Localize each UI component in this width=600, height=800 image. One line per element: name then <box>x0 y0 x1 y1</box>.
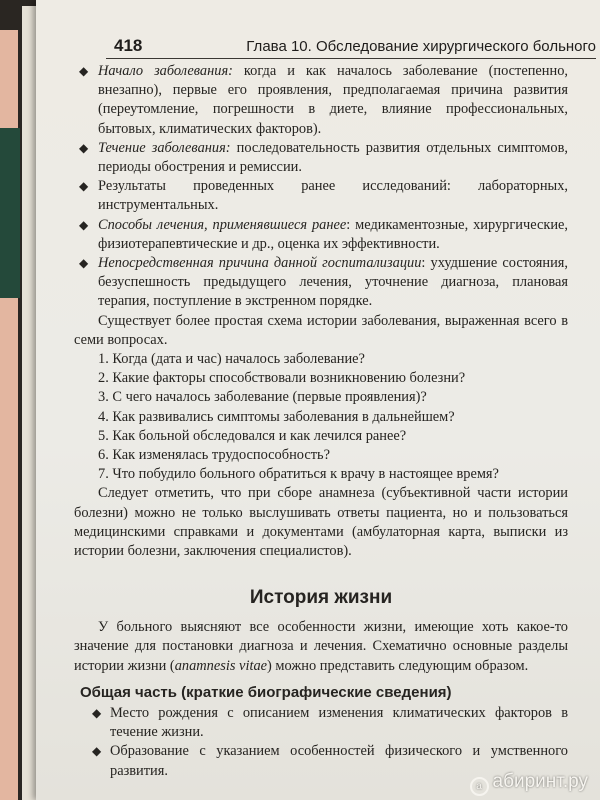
latin-term: anamnesis vitae <box>174 657 268 674</box>
question-item: 1. Когда (дата и час) началось заболевание? <box>98 351 365 368</box>
question-item: 3. С чего началось заболевание (первые проявления)? <box>98 389 427 406</box>
diamond-bullet-icon: ◆ <box>79 217 89 232</box>
bullet-term: Начало заболевания: <box>98 63 233 79</box>
page-number: 418 <box>114 36 143 55</box>
section-paragraph <box>74 618 568 676</box>
bullet-text: : ухудшение состояния, безуспешность предыдущего лечения, уточнение диагноза, плановая терапия, поступление в экстренном порядке. <box>98 255 568 310</box>
watermark-logo-icon: а <box>470 777 489 796</box>
section-heading: История жизни <box>249 587 393 609</box>
bullet-item <box>74 216 568 254</box>
list-item-text: Образование с указанием особенностей физического и умственного развития. <box>110 743 568 779</box>
bullet-item <box>74 177 568 215</box>
paragraph-part: ) можно представить следующим образом. <box>267 657 529 674</box>
bullet-text: Результаты проведенных ранее исследований: лабораторных, инструментальных. <box>98 178 568 214</box>
subsection-heading: Общая часть (краткие биографические сведения) <box>80 683 452 701</box>
diamond-bullet-icon: ◆ <box>79 140 89 155</box>
paragraph-part: У больного выясняют все особенности жизни, имеющие хоть какое-то значение для постановки диагноза и лечения. Схематично основные разделы истории жизни ( <box>74 619 568 674</box>
diamond-bullet-icon: ◆ <box>92 744 102 759</box>
running-header <box>106 34 596 59</box>
subsection-list <box>74 704 568 781</box>
question-item: 4. Как развивались симптомы заболевания в дальнейшем? <box>98 408 455 425</box>
chapter-title: Глава 10. Обследование хирургического больного <box>246 38 596 55</box>
page-body <box>74 62 568 781</box>
intro-paragraph: Существует более простая схема истории заболевания, выраженная всего в семи вопросах. <box>74 312 568 348</box>
bullet-text: : медикаментозные, хирургические, физиотерапевтические и др., оценка их эффективности. <box>98 216 569 252</box>
bullet-text: когда и как началось заболевание (постепенно, внезапно), первые его проявления, предполагаемая причина развития (переутомление, погрешности в диете, влияние профессиональных, бытовых, климатических факторов). <box>98 63 569 137</box>
list-item <box>74 704 568 742</box>
diamond-bullet-icon: ◆ <box>79 179 89 194</box>
watermark-text: абиринт.ру <box>492 771 588 792</box>
adjacent-book-spine <box>0 128 20 298</box>
bullet-item <box>74 254 568 312</box>
diamond-bullet-icon: ◆ <box>79 256 89 271</box>
note-paragraph: Следует отметить, что при сборе анамнеза (субъективной части истории болезни) можно не только выслушивать ответы пациента, но и пользоваться медицинскими справками и документами (амбулаторная карта, выписки из истории болезни, заключения специалистов). <box>74 485 568 560</box>
bullet-term: Способы лечения, применявшиеся ранее <box>98 216 347 233</box>
bullet-text: последовательность развития отдельных симптомов, периоды обострения и ремиссии. <box>98 139 568 176</box>
list-item-text: Место рождения с описанием изменения климатических факторов в течение жизни. <box>110 704 568 741</box>
bullet-item <box>74 139 568 177</box>
watermark <box>470 771 588 796</box>
bullet-item <box>74 62 568 139</box>
bullet-term: Течение заболевания: <box>98 139 231 156</box>
question-item: 5. Как больной обследовался и как лечился ранее? <box>98 427 407 444</box>
bullet-term: Непосредственная причина данной госпитализации <box>98 255 422 272</box>
question-item: 2. Какие факторы способствовали возникновению болезни? <box>98 370 466 387</box>
question-item: 7. Что побудило больного обратиться к врачу в настоящее время? <box>98 466 499 483</box>
diamond-bullet-icon: ◆ <box>79 64 89 78</box>
diamond-bullet-icon: ◆ <box>92 705 102 720</box>
question-item: 6. Как изменялась трудоспособность? <box>98 447 330 464</box>
